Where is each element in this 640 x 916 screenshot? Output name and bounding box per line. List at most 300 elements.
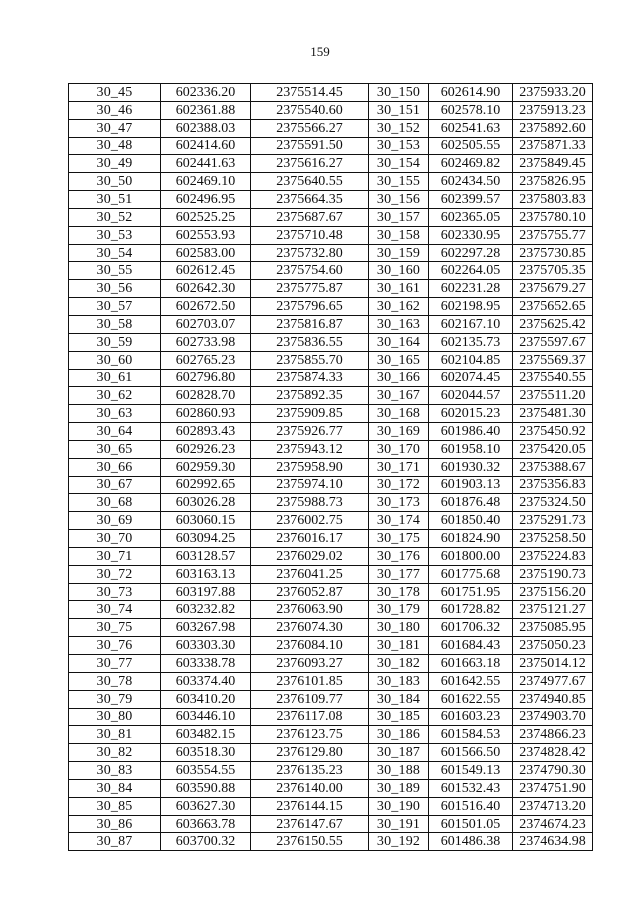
x-coordinate-cell: 602388.03 xyxy=(161,119,251,137)
y-coordinate-cell: 2375926.77 xyxy=(251,423,369,441)
y-coordinate-cell: 2376135.23 xyxy=(251,762,369,780)
x-coordinate-cell: 603197.88 xyxy=(161,583,251,601)
y-coordinate-cell: 2375566.27 xyxy=(251,119,369,137)
point-id-cell: 30_186 xyxy=(369,726,429,744)
x-coordinate-cell: 601684.43 xyxy=(429,637,513,655)
y-coordinate-cell: 2376129.80 xyxy=(251,744,369,762)
point-id-cell: 30_71 xyxy=(69,547,161,565)
y-coordinate-cell: 2375050.23 xyxy=(513,637,593,655)
y-coordinate-cell: 2375664.35 xyxy=(251,191,369,209)
point-id-cell: 30_187 xyxy=(369,744,429,762)
table-row xyxy=(69,315,593,333)
x-coordinate-cell: 601501.05 xyxy=(429,815,513,833)
table-row xyxy=(69,762,593,780)
y-coordinate-cell: 2375803.83 xyxy=(513,191,593,209)
y-coordinate-cell: 2375597.67 xyxy=(513,333,593,351)
y-coordinate-cell: 2375121.27 xyxy=(513,601,593,619)
y-coordinate-cell: 2375156.20 xyxy=(513,583,593,601)
x-coordinate-cell: 601516.40 xyxy=(429,797,513,815)
point-id-cell: 30_60 xyxy=(69,351,161,369)
y-coordinate-cell: 2375481.30 xyxy=(513,405,593,423)
table-row xyxy=(69,637,593,655)
y-coordinate-cell: 2375224.83 xyxy=(513,547,593,565)
x-coordinate-cell: 603482.15 xyxy=(161,726,251,744)
point-id-cell: 30_45 xyxy=(69,84,161,102)
point-id-cell: 30_163 xyxy=(369,315,429,333)
y-coordinate-cell: 2376117.08 xyxy=(251,708,369,726)
table-row xyxy=(69,672,593,690)
x-coordinate-cell: 603446.10 xyxy=(161,708,251,726)
y-coordinate-cell: 2374674.23 xyxy=(513,815,593,833)
x-coordinate-cell: 603267.98 xyxy=(161,619,251,637)
point-id-cell: 30_86 xyxy=(69,815,161,833)
table-row xyxy=(69,547,593,565)
x-coordinate-cell: 601775.68 xyxy=(429,565,513,583)
y-coordinate-cell: 2375943.12 xyxy=(251,440,369,458)
table-row xyxy=(69,119,593,137)
point-id-cell: 30_65 xyxy=(69,440,161,458)
x-coordinate-cell: 603663.78 xyxy=(161,815,251,833)
y-coordinate-cell: 2375816.87 xyxy=(251,315,369,333)
point-id-cell: 30_79 xyxy=(69,690,161,708)
y-coordinate-cell: 2375687.67 xyxy=(251,208,369,226)
table-row xyxy=(69,708,593,726)
y-coordinate-cell: 2375640.55 xyxy=(251,173,369,191)
x-coordinate-cell: 601728.82 xyxy=(429,601,513,619)
table-row xyxy=(69,280,593,298)
y-coordinate-cell: 2376074.30 xyxy=(251,619,369,637)
table-row xyxy=(69,101,593,119)
point-id-cell: 30_174 xyxy=(369,512,429,530)
coordinates-table-body xyxy=(69,84,593,851)
table-row xyxy=(69,351,593,369)
y-coordinate-cell: 2374940.85 xyxy=(513,690,593,708)
point-id-cell: 30_82 xyxy=(69,744,161,762)
table-row xyxy=(69,655,593,673)
x-coordinate-cell: 602469.82 xyxy=(429,155,513,173)
point-id-cell: 30_46 xyxy=(69,101,161,119)
point-id-cell: 30_159 xyxy=(369,244,429,262)
x-coordinate-cell: 602959.30 xyxy=(161,458,251,476)
table-row xyxy=(69,583,593,601)
point-id-cell: 30_76 xyxy=(69,637,161,655)
y-coordinate-cell: 2375780.10 xyxy=(513,208,593,226)
point-id-cell: 30_154 xyxy=(369,155,429,173)
point-id-cell: 30_150 xyxy=(369,84,429,102)
point-id-cell: 30_73 xyxy=(69,583,161,601)
table-row xyxy=(69,226,593,244)
point-id-cell: 30_173 xyxy=(369,494,429,512)
x-coordinate-cell: 601706.32 xyxy=(429,619,513,637)
point-id-cell: 30_58 xyxy=(69,315,161,333)
point-id-cell: 30_179 xyxy=(369,601,429,619)
table-row xyxy=(69,173,593,191)
y-coordinate-cell: 2375705.35 xyxy=(513,262,593,280)
point-id-cell: 30_172 xyxy=(369,476,429,494)
point-id-cell: 30_185 xyxy=(369,708,429,726)
y-coordinate-cell: 2375258.50 xyxy=(513,530,593,548)
y-coordinate-cell: 2375730.85 xyxy=(513,244,593,262)
y-coordinate-cell: 2375591.50 xyxy=(251,137,369,155)
point-id-cell: 30_64 xyxy=(69,423,161,441)
x-coordinate-cell: 602553.93 xyxy=(161,226,251,244)
y-coordinate-cell: 2375450.92 xyxy=(513,423,593,441)
point-id-cell: 30_189 xyxy=(369,779,429,797)
x-coordinate-cell: 602893.43 xyxy=(161,423,251,441)
y-coordinate-cell: 2375710.48 xyxy=(251,226,369,244)
point-id-cell: 30_151 xyxy=(369,101,429,119)
y-coordinate-cell: 2375420.05 xyxy=(513,440,593,458)
point-id-cell: 30_184 xyxy=(369,690,429,708)
x-coordinate-cell: 603590.88 xyxy=(161,779,251,797)
y-coordinate-cell: 2374977.67 xyxy=(513,672,593,690)
table-row xyxy=(69,726,593,744)
point-id-cell: 30_191 xyxy=(369,815,429,833)
point-id-cell: 30_69 xyxy=(69,512,161,530)
x-coordinate-cell: 602399.57 xyxy=(429,191,513,209)
table-row xyxy=(69,84,593,102)
y-coordinate-cell: 2375909.85 xyxy=(251,405,369,423)
point-id-cell: 30_51 xyxy=(69,191,161,209)
y-coordinate-cell: 2376002.75 xyxy=(251,512,369,530)
x-coordinate-cell: 602264.05 xyxy=(429,262,513,280)
point-id-cell: 30_66 xyxy=(69,458,161,476)
y-coordinate-cell: 2375958.90 xyxy=(251,458,369,476)
table-row xyxy=(69,565,593,583)
y-coordinate-cell: 2376052.87 xyxy=(251,583,369,601)
y-coordinate-cell: 2375836.55 xyxy=(251,333,369,351)
x-coordinate-cell: 603410.20 xyxy=(161,690,251,708)
y-coordinate-cell: 2375826.95 xyxy=(513,173,593,191)
table-row xyxy=(69,833,593,851)
x-coordinate-cell: 602336.20 xyxy=(161,84,251,102)
point-id-cell: 30_84 xyxy=(69,779,161,797)
x-coordinate-cell: 601663.18 xyxy=(429,655,513,673)
y-coordinate-cell: 2375754.60 xyxy=(251,262,369,280)
point-id-cell: 30_70 xyxy=(69,530,161,548)
y-coordinate-cell: 2375775.87 xyxy=(251,280,369,298)
table-row xyxy=(69,744,593,762)
point-id-cell: 30_178 xyxy=(369,583,429,601)
point-id-cell: 30_152 xyxy=(369,119,429,137)
y-coordinate-cell: 2376123.75 xyxy=(251,726,369,744)
x-coordinate-cell: 603518.30 xyxy=(161,744,251,762)
x-coordinate-cell: 601930.32 xyxy=(429,458,513,476)
x-coordinate-cell: 602044.57 xyxy=(429,387,513,405)
table-row xyxy=(69,440,593,458)
table-row xyxy=(69,405,593,423)
x-coordinate-cell: 601751.95 xyxy=(429,583,513,601)
point-id-cell: 30_61 xyxy=(69,369,161,387)
y-coordinate-cell: 2376084.10 xyxy=(251,637,369,655)
table-row xyxy=(69,512,593,530)
point-id-cell: 30_165 xyxy=(369,351,429,369)
y-coordinate-cell: 2375988.73 xyxy=(251,494,369,512)
x-coordinate-cell: 602733.98 xyxy=(161,333,251,351)
x-coordinate-cell: 603554.55 xyxy=(161,762,251,780)
point-id-cell: 30_181 xyxy=(369,637,429,655)
y-coordinate-cell: 2375874.33 xyxy=(251,369,369,387)
point-id-cell: 30_83 xyxy=(69,762,161,780)
x-coordinate-cell: 601850.40 xyxy=(429,512,513,530)
table-row xyxy=(69,530,593,548)
point-id-cell: 30_182 xyxy=(369,655,429,673)
y-coordinate-cell: 2376016.17 xyxy=(251,530,369,548)
y-coordinate-cell: 2375679.27 xyxy=(513,280,593,298)
point-id-cell: 30_168 xyxy=(369,405,429,423)
x-coordinate-cell: 601903.13 xyxy=(429,476,513,494)
table-row xyxy=(69,815,593,833)
x-coordinate-cell: 601876.48 xyxy=(429,494,513,512)
y-coordinate-cell: 2375913.23 xyxy=(513,101,593,119)
point-id-cell: 30_158 xyxy=(369,226,429,244)
point-id-cell: 30_74 xyxy=(69,601,161,619)
point-id-cell: 30_153 xyxy=(369,137,429,155)
y-coordinate-cell: 2375514.45 xyxy=(251,84,369,102)
x-coordinate-cell: 602074.45 xyxy=(429,369,513,387)
y-coordinate-cell: 2375871.33 xyxy=(513,137,593,155)
x-coordinate-cell: 603627.30 xyxy=(161,797,251,815)
y-coordinate-cell: 2375755.77 xyxy=(513,226,593,244)
point-id-cell: 30_81 xyxy=(69,726,161,744)
x-coordinate-cell: 603700.32 xyxy=(161,833,251,851)
y-coordinate-cell: 2375796.65 xyxy=(251,298,369,316)
y-coordinate-cell: 2375974.10 xyxy=(251,476,369,494)
point-id-cell: 30_49 xyxy=(69,155,161,173)
y-coordinate-cell: 2375892.35 xyxy=(251,387,369,405)
y-coordinate-cell: 2374790.30 xyxy=(513,762,593,780)
point-id-cell: 30_72 xyxy=(69,565,161,583)
y-coordinate-cell: 2375652.65 xyxy=(513,298,593,316)
x-coordinate-cell: 602297.28 xyxy=(429,244,513,262)
y-coordinate-cell: 2374903.70 xyxy=(513,708,593,726)
table-row xyxy=(69,797,593,815)
x-coordinate-cell: 601532.43 xyxy=(429,779,513,797)
point-id-cell: 30_161 xyxy=(369,280,429,298)
x-coordinate-cell: 601486.38 xyxy=(429,833,513,851)
table-row xyxy=(69,423,593,441)
table-row xyxy=(69,298,593,316)
y-coordinate-cell: 2375540.60 xyxy=(251,101,369,119)
x-coordinate-cell: 601549.13 xyxy=(429,762,513,780)
point-id-cell: 30_55 xyxy=(69,262,161,280)
x-coordinate-cell: 602104.85 xyxy=(429,351,513,369)
y-coordinate-cell: 2376147.67 xyxy=(251,815,369,833)
table-row xyxy=(69,208,593,226)
point-id-cell: 30_75 xyxy=(69,619,161,637)
x-coordinate-cell: 602441.63 xyxy=(161,155,251,173)
x-coordinate-cell: 602135.73 xyxy=(429,333,513,351)
point-id-cell: 30_47 xyxy=(69,119,161,137)
y-coordinate-cell: 2375291.73 xyxy=(513,512,593,530)
point-id-cell: 30_188 xyxy=(369,762,429,780)
table-row xyxy=(69,690,593,708)
point-id-cell: 30_177 xyxy=(369,565,429,583)
table-row xyxy=(69,387,593,405)
x-coordinate-cell: 602672.50 xyxy=(161,298,251,316)
point-id-cell: 30_77 xyxy=(69,655,161,673)
point-id-cell: 30_57 xyxy=(69,298,161,316)
y-coordinate-cell: 2374634.98 xyxy=(513,833,593,851)
x-coordinate-cell: 602414.60 xyxy=(161,137,251,155)
point-id-cell: 30_171 xyxy=(369,458,429,476)
page-number: 159 xyxy=(310,44,330,59)
x-coordinate-cell: 602612.45 xyxy=(161,262,251,280)
x-coordinate-cell: 602926.23 xyxy=(161,440,251,458)
table-row xyxy=(69,601,593,619)
point-id-cell: 30_164 xyxy=(369,333,429,351)
point-id-cell: 30_67 xyxy=(69,476,161,494)
y-coordinate-cell: 2376140.00 xyxy=(251,779,369,797)
table-row xyxy=(69,191,593,209)
point-id-cell: 30_87 xyxy=(69,833,161,851)
x-coordinate-cell: 603163.13 xyxy=(161,565,251,583)
point-id-cell: 30_68 xyxy=(69,494,161,512)
point-id-cell: 30_52 xyxy=(69,208,161,226)
y-coordinate-cell: 2375625.42 xyxy=(513,315,593,333)
y-coordinate-cell: 2375388.67 xyxy=(513,458,593,476)
y-coordinate-cell: 2374866.23 xyxy=(513,726,593,744)
x-coordinate-cell: 602015.23 xyxy=(429,405,513,423)
point-id-cell: 30_176 xyxy=(369,547,429,565)
point-id-cell: 30_169 xyxy=(369,423,429,441)
x-coordinate-cell: 601584.53 xyxy=(429,726,513,744)
x-coordinate-cell: 602828.70 xyxy=(161,387,251,405)
x-coordinate-cell: 602505.55 xyxy=(429,137,513,155)
x-coordinate-cell: 602434.50 xyxy=(429,173,513,191)
y-coordinate-cell: 2375190.73 xyxy=(513,565,593,583)
x-coordinate-cell: 602361.88 xyxy=(161,101,251,119)
x-coordinate-cell: 602330.95 xyxy=(429,226,513,244)
y-coordinate-cell: 2375616.27 xyxy=(251,155,369,173)
table-row xyxy=(69,476,593,494)
point-id-cell: 30_157 xyxy=(369,208,429,226)
point-id-cell: 30_180 xyxy=(369,619,429,637)
x-coordinate-cell: 602469.10 xyxy=(161,173,251,191)
point-id-cell: 30_85 xyxy=(69,797,161,815)
x-coordinate-cell: 602496.95 xyxy=(161,191,251,209)
x-coordinate-cell: 602992.65 xyxy=(161,476,251,494)
x-coordinate-cell: 603026.28 xyxy=(161,494,251,512)
x-coordinate-cell: 602583.00 xyxy=(161,244,251,262)
x-coordinate-cell: 601603.23 xyxy=(429,708,513,726)
table-row xyxy=(69,779,593,797)
y-coordinate-cell: 2376144.15 xyxy=(251,797,369,815)
point-id-cell: 30_48 xyxy=(69,137,161,155)
x-coordinate-cell: 601642.55 xyxy=(429,672,513,690)
point-id-cell: 30_54 xyxy=(69,244,161,262)
x-coordinate-cell: 603232.82 xyxy=(161,601,251,619)
y-coordinate-cell: 2375933.20 xyxy=(513,84,593,102)
y-coordinate-cell: 2375569.37 xyxy=(513,351,593,369)
x-coordinate-cell: 601986.40 xyxy=(429,423,513,441)
y-coordinate-cell: 2376101.85 xyxy=(251,672,369,690)
point-id-cell: 30_166 xyxy=(369,369,429,387)
x-coordinate-cell: 602231.28 xyxy=(429,280,513,298)
y-coordinate-cell: 2375732.80 xyxy=(251,244,369,262)
y-coordinate-cell: 2376150.55 xyxy=(251,833,369,851)
y-coordinate-cell: 2374751.90 xyxy=(513,779,593,797)
x-coordinate-cell: 602578.10 xyxy=(429,101,513,119)
point-id-cell: 30_78 xyxy=(69,672,161,690)
table-row xyxy=(69,137,593,155)
y-coordinate-cell: 2375855.70 xyxy=(251,351,369,369)
point-id-cell: 30_62 xyxy=(69,387,161,405)
y-coordinate-cell: 2376109.77 xyxy=(251,690,369,708)
table-row xyxy=(69,458,593,476)
point-id-cell: 30_63 xyxy=(69,405,161,423)
y-coordinate-cell: 2374828.42 xyxy=(513,744,593,762)
y-coordinate-cell: 2376093.27 xyxy=(251,655,369,673)
x-coordinate-cell: 602167.10 xyxy=(429,315,513,333)
x-coordinate-cell: 601958.10 xyxy=(429,440,513,458)
table-row xyxy=(69,369,593,387)
y-coordinate-cell: 2374713.20 xyxy=(513,797,593,815)
y-coordinate-cell: 2375540.55 xyxy=(513,369,593,387)
point-id-cell: 30_56 xyxy=(69,280,161,298)
x-coordinate-cell: 602796.80 xyxy=(161,369,251,387)
x-coordinate-cell: 601824.90 xyxy=(429,530,513,548)
point-id-cell: 30_155 xyxy=(369,173,429,191)
point-id-cell: 30_170 xyxy=(369,440,429,458)
x-coordinate-cell: 603303.30 xyxy=(161,637,251,655)
y-coordinate-cell: 2375849.45 xyxy=(513,155,593,173)
point-id-cell: 30_80 xyxy=(69,708,161,726)
x-coordinate-cell: 602198.95 xyxy=(429,298,513,316)
table-row xyxy=(69,262,593,280)
point-id-cell: 30_160 xyxy=(369,262,429,280)
x-coordinate-cell: 602614.90 xyxy=(429,84,513,102)
table-row xyxy=(69,155,593,173)
point-id-cell: 30_50 xyxy=(69,173,161,191)
x-coordinate-cell: 602642.30 xyxy=(161,280,251,298)
x-coordinate-cell: 603094.25 xyxy=(161,530,251,548)
x-coordinate-cell: 603338.78 xyxy=(161,655,251,673)
x-coordinate-cell: 602703.07 xyxy=(161,315,251,333)
point-id-cell: 30_59 xyxy=(69,333,161,351)
x-coordinate-cell: 602365.05 xyxy=(429,208,513,226)
y-coordinate-cell: 2375324.50 xyxy=(513,494,593,512)
point-id-cell: 30_183 xyxy=(369,672,429,690)
y-coordinate-cell: 2375356.83 xyxy=(513,476,593,494)
table-row xyxy=(69,333,593,351)
y-coordinate-cell: 2375085.95 xyxy=(513,619,593,637)
x-coordinate-cell: 602860.93 xyxy=(161,405,251,423)
coordinates-table xyxy=(68,83,593,851)
point-id-cell: 30_162 xyxy=(369,298,429,316)
x-coordinate-cell: 602541.63 xyxy=(429,119,513,137)
x-coordinate-cell: 601622.55 xyxy=(429,690,513,708)
x-coordinate-cell: 602765.23 xyxy=(161,351,251,369)
x-coordinate-cell: 602525.25 xyxy=(161,208,251,226)
point-id-cell: 30_156 xyxy=(369,191,429,209)
point-id-cell: 30_190 xyxy=(369,797,429,815)
y-coordinate-cell: 2376029.02 xyxy=(251,547,369,565)
x-coordinate-cell: 603060.15 xyxy=(161,512,251,530)
table-row xyxy=(69,494,593,512)
point-id-cell: 30_175 xyxy=(369,530,429,548)
point-id-cell: 30_167 xyxy=(369,387,429,405)
x-coordinate-cell: 601566.50 xyxy=(429,744,513,762)
x-coordinate-cell: 603374.40 xyxy=(161,672,251,690)
y-coordinate-cell: 2375014.12 xyxy=(513,655,593,673)
point-id-cell: 30_192 xyxy=(369,833,429,851)
point-id-cell: 30_53 xyxy=(69,226,161,244)
table-row xyxy=(69,619,593,637)
table-row xyxy=(69,244,593,262)
y-coordinate-cell: 2375511.20 xyxy=(513,387,593,405)
x-coordinate-cell: 603128.57 xyxy=(161,547,251,565)
